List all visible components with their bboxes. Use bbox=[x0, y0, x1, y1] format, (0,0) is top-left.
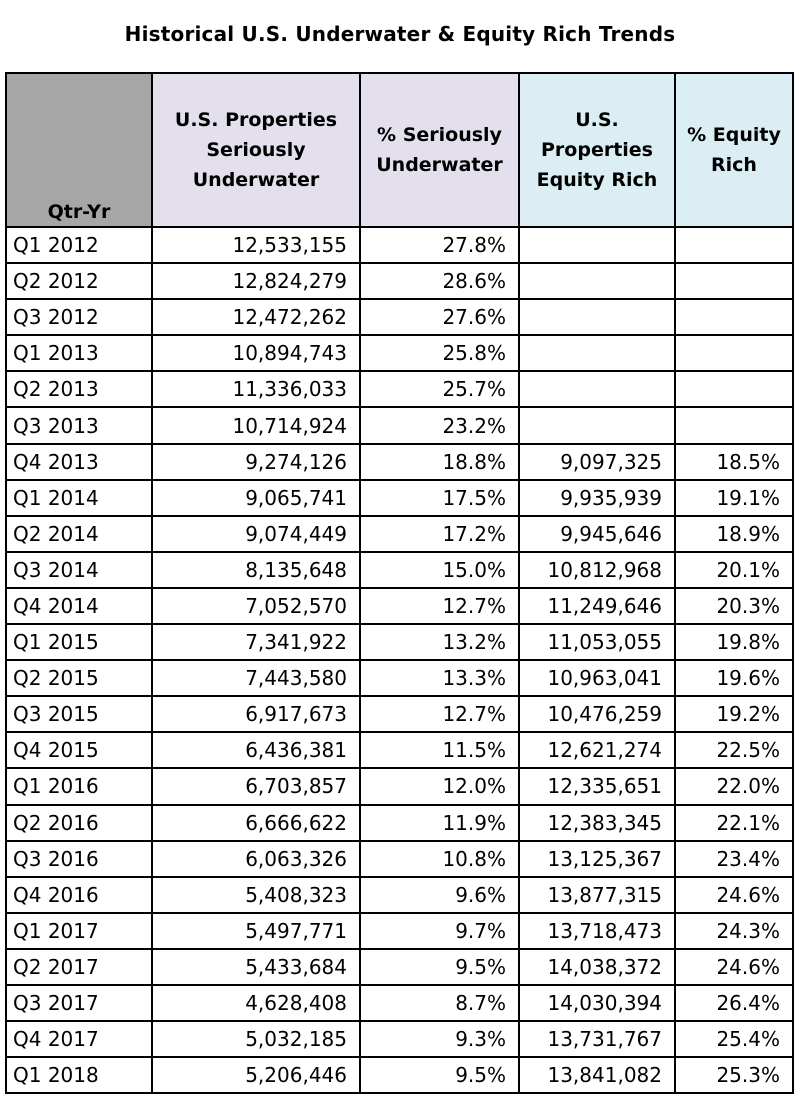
cell-pct-equity-rich bbox=[675, 407, 793, 443]
cell-qtr-yr: Q2 2014 bbox=[6, 516, 152, 552]
cell-properties-underwater: 6,436,381 bbox=[152, 732, 360, 768]
cell-properties-underwater: 5,408,323 bbox=[152, 877, 360, 913]
cell-qtr-yr: Q4 2014 bbox=[6, 588, 152, 624]
cell-properties-underwater: 9,074,449 bbox=[152, 516, 360, 552]
table-row bbox=[6, 841, 793, 877]
cell-pct-underwater: 13.2% bbox=[360, 624, 519, 660]
cell-qtr-yr: Q2 2017 bbox=[6, 949, 152, 985]
table-title: Historical U.S. Underwater & Equity Rich Trends bbox=[124, 22, 676, 46]
cell-properties-underwater: 5,032,185 bbox=[152, 1021, 360, 1057]
cell-properties-equity-rich: 12,335,651 bbox=[519, 768, 675, 804]
cell-pct-equity-rich: 20.3% bbox=[675, 588, 793, 624]
cell-pct-underwater: 10.8% bbox=[360, 841, 519, 877]
cell-pct-equity-rich bbox=[675, 371, 793, 407]
cell-pct-underwater: 11.5% bbox=[360, 732, 519, 768]
cell-qtr-yr: Q2 2013 bbox=[6, 371, 152, 407]
table-row bbox=[6, 732, 793, 768]
cell-pct-equity-rich: 19.8% bbox=[675, 624, 793, 660]
header-pct-underwater bbox=[360, 73, 519, 227]
cell-pct-equity-rich: 19.6% bbox=[675, 660, 793, 696]
cell-qtr-yr: Q2 2016 bbox=[6, 805, 152, 841]
cell-properties-equity-rich: 12,621,274 bbox=[519, 732, 675, 768]
cell-qtr-yr: Q3 2016 bbox=[6, 841, 152, 877]
cell-properties-equity-rich bbox=[519, 263, 675, 299]
cell-qtr-yr: Q3 2014 bbox=[6, 552, 152, 588]
cell-pct-underwater: 9.5% bbox=[360, 1057, 519, 1093]
cell-properties-equity-rich bbox=[519, 299, 675, 335]
cell-properties-equity-rich: 9,097,325 bbox=[519, 444, 675, 480]
cell-qtr-yr: Q3 2015 bbox=[6, 696, 152, 732]
cell-pct-underwater: 13.3% bbox=[360, 660, 519, 696]
cell-pct-underwater: 15.0% bbox=[360, 552, 519, 588]
cell-properties-underwater: 7,341,922 bbox=[152, 624, 360, 660]
cell-pct-equity-rich: 20.1% bbox=[675, 552, 793, 588]
header-line: U.S. Properties bbox=[174, 109, 338, 131]
table-row bbox=[6, 407, 793, 443]
header-line: Rich bbox=[711, 154, 757, 176]
cell-properties-underwater: 8,135,648 bbox=[152, 552, 360, 588]
cell-properties-underwater: 9,274,126 bbox=[152, 444, 360, 480]
cell-properties-equity-rich bbox=[519, 407, 675, 443]
cell-properties-equity-rich: 13,731,767 bbox=[519, 1021, 675, 1057]
cell-pct-underwater: 9.6% bbox=[360, 877, 519, 913]
table-row bbox=[6, 480, 793, 516]
cell-qtr-yr: Q1 2012 bbox=[6, 227, 152, 263]
table-row bbox=[6, 624, 793, 660]
cell-pct-equity-rich: 22.5% bbox=[675, 732, 793, 768]
cell-pct-equity-rich bbox=[675, 263, 793, 299]
cell-pct-equity-rich: 24.6% bbox=[675, 949, 793, 985]
cell-pct-underwater: 17.2% bbox=[360, 516, 519, 552]
cell-properties-equity-rich: 14,038,372 bbox=[519, 949, 675, 985]
cell-qtr-yr: Q2 2012 bbox=[6, 263, 152, 299]
cell-properties-equity-rich: 12,383,345 bbox=[519, 805, 675, 841]
cell-properties-underwater: 12,824,279 bbox=[152, 263, 360, 299]
header-line: Underwater bbox=[376, 154, 503, 176]
header-line: % Equity bbox=[687, 124, 781, 146]
header-row bbox=[6, 73, 793, 227]
cell-properties-equity-rich: 13,718,473 bbox=[519, 913, 675, 949]
cell-pct-underwater: 12.0% bbox=[360, 768, 519, 804]
cell-pct-underwater: 28.6% bbox=[360, 263, 519, 299]
header-line: Qtr-Yr bbox=[47, 201, 111, 223]
header-properties-equity-rich bbox=[519, 73, 675, 227]
table-body bbox=[6, 227, 793, 1093]
table-row bbox=[6, 949, 793, 985]
cell-pct-equity-rich: 25.4% bbox=[675, 1021, 793, 1057]
cell-pct-underwater: 27.8% bbox=[360, 227, 519, 263]
table-row bbox=[6, 444, 793, 480]
cell-properties-underwater: 7,052,570 bbox=[152, 588, 360, 624]
cell-properties-equity-rich: 13,877,315 bbox=[519, 877, 675, 913]
cell-pct-underwater: 11.9% bbox=[360, 805, 519, 841]
cell-qtr-yr: Q3 2013 bbox=[6, 407, 152, 443]
cell-qtr-yr: Q1 2018 bbox=[6, 1057, 152, 1093]
cell-pct-underwater: 27.6% bbox=[360, 299, 519, 335]
header-properties-underwater bbox=[152, 73, 360, 227]
table-row bbox=[6, 985, 793, 1021]
table-row bbox=[6, 588, 793, 624]
table-row bbox=[6, 371, 793, 407]
cell-qtr-yr: Q4 2015 bbox=[6, 732, 152, 768]
cell-properties-equity-rich: 11,249,646 bbox=[519, 588, 675, 624]
cell-qtr-yr: Q4 2016 bbox=[6, 877, 152, 913]
cell-qtr-yr: Q3 2017 bbox=[6, 985, 152, 1021]
cell-pct-equity-rich: 18.5% bbox=[675, 444, 793, 480]
cell-pct-underwater: 9.3% bbox=[360, 1021, 519, 1057]
cell-qtr-yr: Q1 2015 bbox=[6, 624, 152, 660]
table-row bbox=[6, 805, 793, 841]
header-qtr-yr bbox=[6, 73, 152, 227]
cell-pct-underwater: 12.7% bbox=[360, 588, 519, 624]
cell-pct-underwater: 8.7% bbox=[360, 985, 519, 1021]
cell-properties-equity-rich: 10,812,968 bbox=[519, 552, 675, 588]
trends-table bbox=[5, 72, 794, 1094]
table-row bbox=[6, 335, 793, 371]
cell-pct-equity-rich: 22.1% bbox=[675, 805, 793, 841]
cell-pct-equity-rich bbox=[675, 299, 793, 335]
cell-properties-equity-rich bbox=[519, 227, 675, 263]
cell-qtr-yr: Q4 2013 bbox=[6, 444, 152, 480]
cell-properties-equity-rich: 9,945,646 bbox=[519, 516, 675, 552]
cell-properties-equity-rich: 10,476,259 bbox=[519, 696, 675, 732]
table-row bbox=[6, 1057, 793, 1093]
cell-pct-underwater: 25.8% bbox=[360, 335, 519, 371]
cell-pct-underwater: 25.7% bbox=[360, 371, 519, 407]
cell-properties-underwater: 9,065,741 bbox=[152, 480, 360, 516]
table-row bbox=[6, 299, 793, 335]
cell-pct-equity-rich: 24.3% bbox=[675, 913, 793, 949]
cell-properties-equity-rich: 10,963,041 bbox=[519, 660, 675, 696]
table-row bbox=[6, 1021, 793, 1057]
table-row bbox=[6, 227, 793, 263]
header-line: Underwater bbox=[192, 169, 320, 191]
cell-pct-equity-rich bbox=[675, 335, 793, 371]
cell-pct-underwater: 23.2% bbox=[360, 407, 519, 443]
cell-properties-underwater: 4,628,408 bbox=[152, 985, 360, 1021]
cell-properties-equity-rich bbox=[519, 371, 675, 407]
cell-properties-underwater: 5,433,684 bbox=[152, 949, 360, 985]
cell-properties-equity-rich: 9,935,939 bbox=[519, 480, 675, 516]
cell-properties-underwater: 6,917,673 bbox=[152, 696, 360, 732]
cell-pct-underwater: 9.5% bbox=[360, 949, 519, 985]
table-row bbox=[6, 768, 793, 804]
table-row bbox=[6, 877, 793, 913]
table-row bbox=[6, 696, 793, 732]
header-line: Seriously bbox=[206, 139, 306, 161]
cell-properties-underwater: 5,497,771 bbox=[152, 913, 360, 949]
cell-properties-underwater: 10,714,924 bbox=[152, 407, 360, 443]
cell-properties-equity-rich: 14,030,394 bbox=[519, 985, 675, 1021]
cell-pct-equity-rich: 25.3% bbox=[675, 1057, 793, 1093]
table-row bbox=[6, 913, 793, 949]
cell-pct-equity-rich: 19.1% bbox=[675, 480, 793, 516]
cell-pct-equity-rich: 26.4% bbox=[675, 985, 793, 1021]
cell-properties-equity-rich: 13,125,367 bbox=[519, 841, 675, 877]
cell-pct-equity-rich bbox=[675, 227, 793, 263]
cell-properties-underwater: 10,894,743 bbox=[152, 335, 360, 371]
cell-properties-underwater: 6,063,326 bbox=[152, 841, 360, 877]
cell-pct-equity-rich: 23.4% bbox=[675, 841, 793, 877]
cell-pct-underwater: 17.5% bbox=[360, 480, 519, 516]
header-line: Equity Rich bbox=[536, 169, 658, 191]
table-row bbox=[6, 516, 793, 552]
cell-pct-equity-rich: 19.2% bbox=[675, 696, 793, 732]
cell-qtr-yr: Q1 2013 bbox=[6, 335, 152, 371]
cell-properties-underwater: 12,472,262 bbox=[152, 299, 360, 335]
cell-qtr-yr: Q2 2015 bbox=[6, 660, 152, 696]
cell-qtr-yr: Q4 2017 bbox=[6, 1021, 152, 1057]
cell-properties-equity-rich: 13,841,082 bbox=[519, 1057, 675, 1093]
table-row bbox=[6, 263, 793, 299]
table-row bbox=[6, 660, 793, 696]
header-line: U.S. bbox=[575, 109, 619, 131]
header-line: Properties bbox=[541, 139, 653, 161]
cell-qtr-yr: Q1 2014 bbox=[6, 480, 152, 516]
cell-qtr-yr: Q1 2017 bbox=[6, 913, 152, 949]
cell-properties-equity-rich: 11,053,055 bbox=[519, 624, 675, 660]
cell-properties-underwater: 6,666,622 bbox=[152, 805, 360, 841]
cell-qtr-yr: Q3 2012 bbox=[6, 299, 152, 335]
cell-properties-underwater: 5,206,446 bbox=[152, 1057, 360, 1093]
cell-properties-underwater: 6,703,857 bbox=[152, 768, 360, 804]
cell-pct-equity-rich: 18.9% bbox=[675, 516, 793, 552]
table-row bbox=[6, 552, 793, 588]
cell-pct-equity-rich: 22.0% bbox=[675, 768, 793, 804]
header-pct-equity-rich bbox=[675, 73, 793, 227]
header-line: % Seriously bbox=[377, 124, 502, 146]
cell-pct-underwater: 18.8% bbox=[360, 444, 519, 480]
cell-pct-underwater: 9.7% bbox=[360, 913, 519, 949]
cell-properties-underwater: 12,533,155 bbox=[152, 227, 360, 263]
cell-qtr-yr: Q1 2016 bbox=[6, 768, 152, 804]
cell-properties-underwater: 11,336,033 bbox=[152, 371, 360, 407]
cell-properties-underwater: 7,443,580 bbox=[152, 660, 360, 696]
cell-pct-underwater: 12.7% bbox=[360, 696, 519, 732]
cell-pct-equity-rich: 24.6% bbox=[675, 877, 793, 913]
cell-properties-equity-rich bbox=[519, 335, 675, 371]
